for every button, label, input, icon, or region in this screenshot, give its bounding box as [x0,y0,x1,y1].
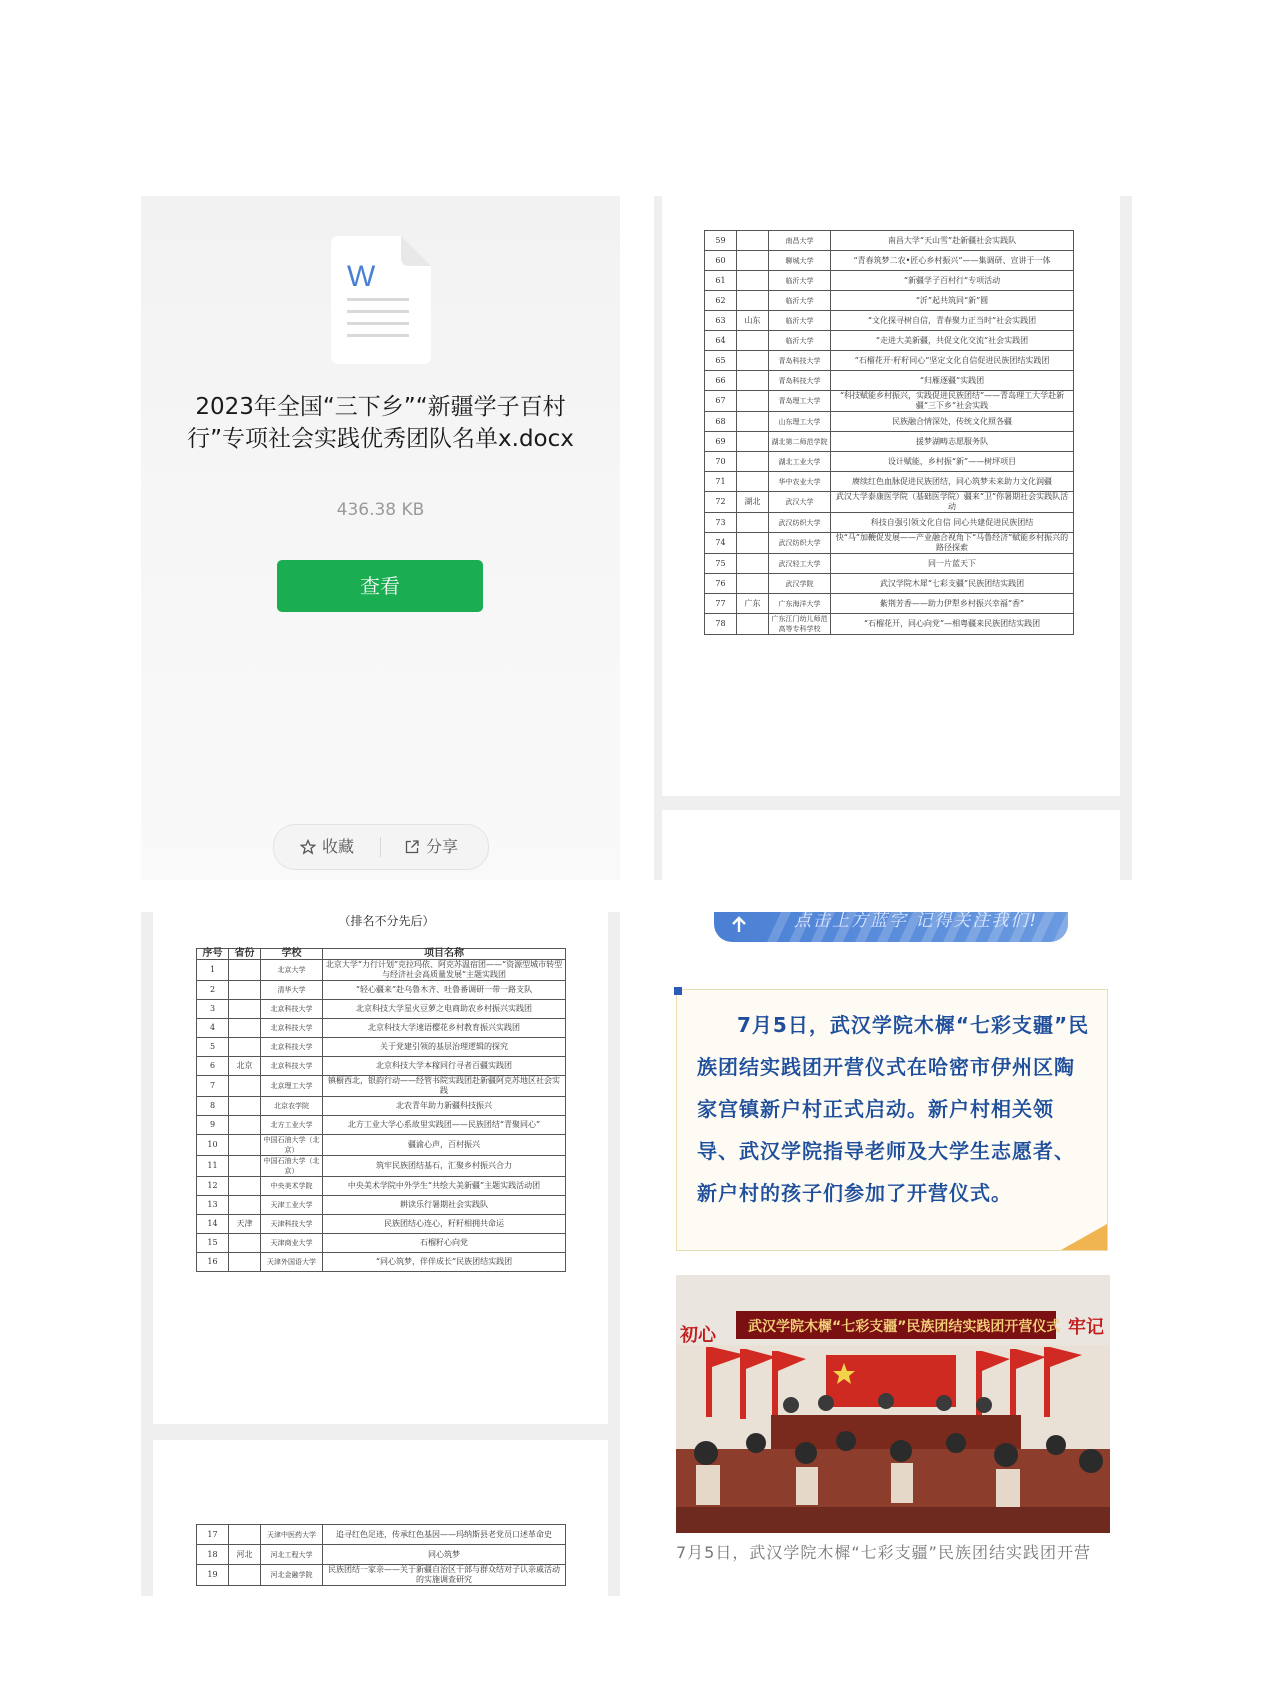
cell-school: 武汉轻工大学 [769,554,831,574]
cell-no: 12 [197,1177,229,1196]
table-row [197,1565,566,1586]
cell-prov [229,1156,261,1177]
cell-school: 临沂大学 [769,331,831,351]
table-row [197,1135,566,1156]
cell-project: 石榴籽心向党 [323,1234,566,1253]
cell-prov [737,271,769,291]
cell-prov [229,1116,261,1135]
doc-letter: W [347,260,376,293]
cell-no: 60 [705,251,737,271]
table-row [197,1525,566,1545]
team-table-1 [196,948,566,1272]
cell-school: 武汉纺织大学 [769,513,831,533]
cell-project: 紫荆芳香——助力伊犁乡村振兴幸福“香” [831,594,1074,614]
cell-no: 63 [705,311,737,331]
photo-left-text: 初心 [680,1325,716,1346]
quote-fold [1061,1224,1107,1250]
cell-prov [229,1196,261,1215]
favorite-button[interactable] [300,825,354,869]
cell-prov [737,351,769,371]
cell-no: 59 [705,231,737,251]
cell-school: 中国石油大学（北京） [261,1156,323,1177]
cell-prov [737,231,769,251]
cell-school: 武汉纺织大学 [769,533,831,554]
doc-page-next [662,810,1120,880]
cell-prov [229,1177,261,1196]
cell-project: 民族团结一家亲——关于新疆自治区干部与群众结对子认亲戚活动的实施调查研究 [323,1565,566,1586]
cell-prov: 河北 [229,1545,261,1565]
cell-school: 山东理工大学 [769,412,831,432]
cell-no: 65 [705,351,737,371]
cell-no: 11 [197,1156,229,1177]
cell-project: “青春筑梦二农•匠心乡村振兴”——集调研、宣讲于一体 [831,251,1074,271]
cell-school: 河北金融学院 [261,1565,323,1586]
cell-no: 2 [197,981,229,1000]
cell-no: 73 [705,513,737,533]
table-row [197,1076,566,1097]
table-row [705,452,1074,472]
cell-no: 64 [705,331,737,351]
table-row [197,1000,566,1019]
article-panel[interactable] [670,912,1112,1596]
cell-prov [737,614,769,635]
arrow-up-icon [728,914,750,936]
cell-no: 62 [705,291,737,311]
quote-corner [674,987,682,995]
table-row [197,1038,566,1057]
cell-project: “同心筑梦，伴伴成长”民族团结实践团 [323,1253,566,1272]
cell-no: 5 [197,1038,229,1057]
table-row [705,614,1074,635]
file-name: 2023年全国“三下乡”“新疆学子百村行”专项社会实践优秀团队名单x.docx [187,394,574,452]
cell-no: 10 [197,1135,229,1156]
table-row [197,1545,566,1565]
table-row [197,1019,566,1038]
cell-no: 1 [197,960,229,981]
cell-project: “石榴花开，同心向党”—相粤疆来民族团结实践团 [831,614,1074,635]
header-prov: 省份 [229,949,261,960]
table-row [705,533,1074,554]
photo-banner-text: 武汉学院木樨“七彩支疆”民族团结实践团开营仪式 [748,1319,1061,1335]
cell-school: 北京理工大学 [261,1076,323,1097]
cell-no: 67 [705,391,737,412]
table-row [197,1196,566,1215]
quote-box [676,989,1108,1251]
cell-school: 临沂大学 [769,291,831,311]
cell-school: 青岛科技大学 [769,371,831,391]
cell-no: 66 [705,371,737,391]
cell-no: 19 [197,1565,229,1586]
cell-project: 镇橱西北，银韵行动——经管书院实践团赴新疆阿克苏地区社会实践 [323,1076,566,1097]
cell-school: 临沂大学 [769,311,831,331]
table-row [705,251,1074,271]
cell-no: 74 [705,533,737,554]
header-project: 项目名称 [323,949,566,960]
table-row [705,271,1074,291]
cell-project: 北方工业大学心系故里实践团——民族团结“青聚同心” [323,1116,566,1135]
table-header-row [197,949,566,960]
event-photo[interactable] [676,1275,1110,1533]
table-row [705,574,1074,594]
cell-school: 天津商业大学 [261,1234,323,1253]
cell-project: “沂”起共筑同“新”圆 [831,291,1074,311]
cell-project: 北京大学“力行计划”克拉玛依、阿克苏温宿团——“资源型城市转型与经济社会高质量发展”主题实践团 [323,960,566,981]
cell-prov [737,391,769,412]
cell-no: 78 [705,614,737,635]
photo-right-text: 牢记 [1068,1317,1104,1338]
cell-no: 9 [197,1116,229,1135]
cell-school: 南昌大学 [769,231,831,251]
table-row [705,594,1074,614]
cell-school: 广东海洋大学 [769,594,831,614]
doc-page-panel-2[interactable] [654,196,1132,880]
cell-prov [737,472,769,492]
cell-project: “归雁逐疆”实践团 [831,371,1074,391]
cell-school: 青岛理工大学 [769,391,831,412]
table-row [705,472,1074,492]
cell-school: 天津科技大学 [261,1215,323,1234]
table-row [705,432,1074,452]
table-row [197,1057,566,1076]
cell-project: “轻心疆来”赴乌鲁木齐、吐鲁番调研一带一路支队 [323,981,566,1000]
cell-prov [737,513,769,533]
rank-note: （排名不分先后） [338,914,435,928]
cell-project: 同心筑梦 [323,1545,566,1565]
cell-prov [229,981,261,1000]
cell-school: 清华大学 [261,981,323,1000]
article-paragraph: 7月5日，武汉学院木樨“七彩支疆”民族团结实践团开营仪式在哈密市伊州区陶家宫镇新户村正式启动。新户村相关领导、武汉学院指导老师及大学生志愿者、新户村的孩子们参加了开营仪式。 [697,1013,1090,1205]
share-button[interactable] [404,825,458,869]
cell-school: 广东江门幼儿师范高等专科学校 [769,614,831,635]
cell-prov: 广东 [737,594,769,614]
doc-page-panel-1[interactable] [141,912,620,1596]
cell-project: “新疆学子百村行”专项活动 [831,271,1074,291]
table-row [197,1253,566,1272]
cell-prov: 山东 [737,311,769,331]
cell-prov [229,1097,261,1116]
cell-school: 临沂大学 [769,271,831,291]
cell-project: 追寻红色足迹，传承红色基因——玛纳斯县老党员口述革命史 [323,1525,566,1545]
cell-project: 筑牢民族团结基石，汇聚乡村振兴合力 [323,1156,566,1177]
file-preview-panel [141,196,620,880]
cell-prov: 天津 [229,1215,261,1234]
follow-banner[interactable] [714,912,1068,942]
cell-school: 湖北第二师范学院 [769,432,831,452]
cell-prov [737,554,769,574]
table-row [197,1215,566,1234]
cell-project: 同一片蓝天下 [831,554,1074,574]
table-row [705,513,1074,533]
banner-stripe [1053,912,1068,942]
cell-no: 16 [197,1253,229,1272]
view-button[interactable]: 查看 [277,560,483,612]
cell-school: 北京大学 [261,960,323,981]
cell-prov [737,251,769,271]
cell-prov [229,1135,261,1156]
cell-project: 南昌大学“天山雪”赴新疆社会实践队 [831,231,1074,251]
word-document-icon [331,236,431,364]
table-row [705,351,1074,371]
cell-no: 18 [197,1545,229,1565]
cell-no: 69 [705,432,737,452]
cell-no: 8 [197,1097,229,1116]
event-photo-illustration [676,1275,1110,1533]
cell-no: 70 [705,452,737,472]
cell-prov [229,1076,261,1097]
cell-no: 3 [197,1000,229,1019]
cell-prov [229,1253,261,1272]
cell-school: 青岛科技大学 [769,351,831,371]
table-row [705,311,1074,331]
share-icon [404,839,420,855]
table-row [705,371,1074,391]
cell-prov: 湖北 [737,492,769,513]
cell-school: 武汉学院 [769,574,831,594]
cell-school: 聊城大学 [769,251,831,271]
cell-project: 耕读乐行暑期社会实践队 [323,1196,566,1215]
cell-prov [229,1234,261,1253]
favorite-label: 收藏 [322,837,355,856]
cell-no: 17 [197,1525,229,1545]
cell-project: 武汉大学泰康医学院（基础医学院）疆来“卫”你暑期社会实践队活动 [831,492,1074,513]
cell-prov [229,1000,261,1019]
cell-school: 天津中医药大学 [261,1525,323,1545]
cell-school: 中央美术学院 [261,1177,323,1196]
table-row [197,1156,566,1177]
cell-no: 71 [705,472,737,492]
cell-no: 76 [705,574,737,594]
cell-project: 北京科技大学星火豆萝之电商助农乡村振兴实践团 [323,1000,566,1019]
cell-no: 7 [197,1076,229,1097]
cell-prov [737,371,769,391]
table-row [705,554,1074,574]
cell-project: 科技自强引领文化自信 同心共建促进民族团结 [831,513,1074,533]
cell-prov [737,412,769,432]
cell-school: 华中农业大学 [769,472,831,492]
table-row [705,492,1074,513]
cell-school: 湖北工业大学 [769,452,831,472]
cell-project: 武汉学院木犀“七彩支疆”民族团结实践团 [831,574,1074,594]
cell-no: 15 [197,1234,229,1253]
doc-page [153,912,608,1424]
photo-caption: 7月5日，武汉学院木樨“七彩支疆”民族团结实践团开营 [676,1543,1091,1562]
cell-prov: 北京 [229,1057,261,1076]
cell-project: “石榴花开·籽籽同心”坚定文化自信促进民族团结实践团 [831,351,1074,371]
banner-text: 点击上方蓝字 记得关注我们! [794,912,1039,931]
cell-project: 关于党建引领的基层治理逻辑的探究 [323,1038,566,1057]
cell-project: 赓续红色血脉促进民族团结，同心筑梦未来助力文化润疆 [831,472,1074,492]
cell-school: 北京科技大学 [261,1000,323,1019]
cell-project: 北京科技大学本稼同行寻者百疆实践团 [323,1057,566,1076]
table-row [705,331,1074,351]
table-row [705,412,1074,432]
table-row [197,981,566,1000]
pill-divider [380,837,381,857]
cell-project: 援梦湖畴志愿服务队 [831,432,1074,452]
cell-no: 72 [705,492,737,513]
cell-school: 北京农学院 [261,1097,323,1116]
cell-school: 河北工程大学 [261,1545,323,1565]
cell-school: 天津外国语大学 [261,1253,323,1272]
table-row [197,960,566,981]
file-size: 436.38 KB [336,500,425,520]
cell-school: 天津工业大学 [261,1196,323,1215]
cell-project: “走进大美新疆，共促文化交流”社会实践团 [831,331,1074,351]
cell-no: 4 [197,1019,229,1038]
header-no: 序号 [197,949,229,960]
cell-no: 68 [705,412,737,432]
star-icon [300,839,316,855]
doc-page [662,196,1120,796]
cell-no: 6 [197,1057,229,1076]
cell-school: 中国石油大学（北京） [261,1135,323,1156]
cell-no: 75 [705,554,737,574]
cell-prov [737,432,769,452]
cell-project: 民族团结心连心，籽籽相拥共命运 [323,1215,566,1234]
cell-project: 北京科技大学速语樱花乡村教育振兴实践团 [323,1019,566,1038]
table-row [197,1234,566,1253]
cell-prov [229,1038,261,1057]
doc-page-next [153,1440,608,1596]
cell-prov [737,291,769,311]
table-row [197,1177,566,1196]
cell-project: 疆渝心声，百村振兴 [323,1135,566,1156]
cell-prov [737,452,769,472]
table-row [705,291,1074,311]
cell-prov [229,1019,261,1038]
cell-prov [737,533,769,554]
cell-project: 快“马”加鞭促发展——产业融合视角下“马鲁经济”赋能乡村振兴的路径探索 [831,533,1074,554]
cell-no: 13 [197,1196,229,1215]
table-row [705,231,1074,251]
table-row [197,1097,566,1116]
banner-stripe [767,912,791,942]
action-pill [273,824,489,870]
cell-prov [229,960,261,981]
table-row [197,1116,566,1135]
cell-project: “科技赋能乡村振兴，实践促进民族团结”——青岛理工大学赴新疆“三下乡”社会实践 [831,391,1074,412]
team-table-3 [196,1524,566,1586]
header-school: 学校 [261,949,323,960]
cell-school: 北京科技大学 [261,1019,323,1038]
cell-project: 设计赋能，乡村振“新”——树坪项目 [831,452,1074,472]
team-table-2 [704,230,1074,635]
cell-no: 14 [197,1215,229,1234]
share-label: 分享 [426,837,459,856]
cell-no: 61 [705,271,737,291]
cell-prov [229,1565,261,1586]
cell-project: 北农青年助力新疆科技振兴 [323,1097,566,1116]
cell-project: 中央美术学院中外学生“共绘大美新疆”主题实践活动团 [323,1177,566,1196]
cell-prov [737,574,769,594]
table-row [705,391,1074,412]
cell-school: 北京科技大学 [261,1057,323,1076]
cell-project: “文化探寻树自信，青春聚力正当时”社会实践团 [831,311,1074,331]
cell-project: 民族融合情深处，传统文化照各疆 [831,412,1074,432]
cell-school: 北方工业大学 [261,1116,323,1135]
cell-prov [737,331,769,351]
cell-prov [229,1525,261,1545]
cell-school: 武汉大学 [769,492,831,513]
cell-school: 北京科技大学 [261,1038,323,1057]
cell-no: 77 [705,594,737,614]
